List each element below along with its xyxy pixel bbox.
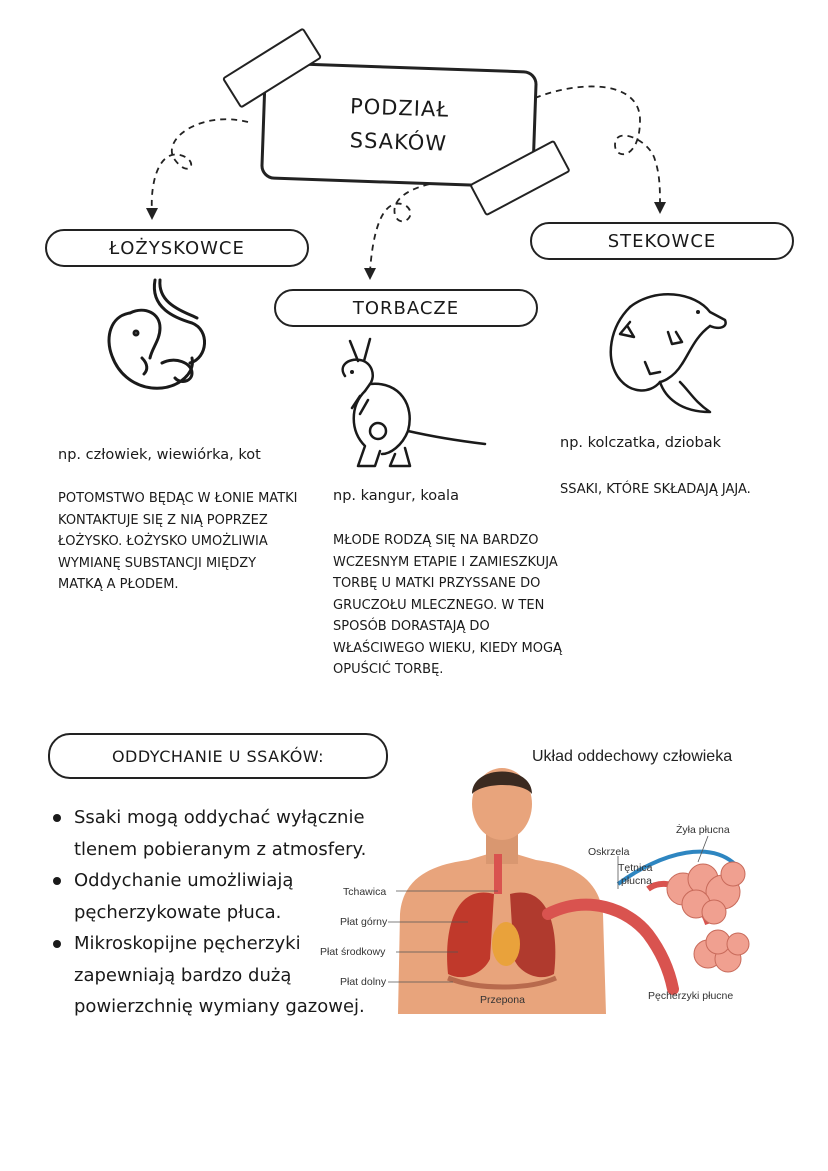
breathing-heading: ODDYCHANIE U SSAKÓW: xyxy=(48,733,388,779)
kangaroo-icon xyxy=(330,336,490,471)
list-item: Oddychanie umożliwiają pęcherzykowate płuca. xyxy=(50,865,380,928)
marsupial-description: MŁODE RODZĄ SIĘ NA BARDZO WCZESNYM ETAPIE I ZAMIESZKUJA TORBĘ U MATKI PRZYSSANE DO GRUCZOŁU MLECZNEGO. W TEN SPOSÓB DORASTAJĄ DO WŁAŚCIWEGO WIEKU, KIEDY MOGĄ OPUŚCIĆ TORBĘ. xyxy=(333,533,562,677)
page-title-line1: PODZIAŁ xyxy=(349,94,450,122)
label-trachea: Tchawica xyxy=(343,886,387,898)
marsupial-examples: np. kangur, koala xyxy=(333,488,459,504)
list-item: Ssaki mogą oddychać wyłącznie tlenem pobieranym z atmosfery. xyxy=(50,802,380,865)
group-monotreme-heading: STEKOWCE xyxy=(530,222,794,260)
arrowhead-middle xyxy=(364,268,376,280)
arrow-left xyxy=(152,119,248,212)
label-lower-lobe: Płat dolny xyxy=(340,976,387,988)
arrowhead-right xyxy=(654,202,666,214)
platypus-icon xyxy=(600,282,730,422)
monotreme-description: SSAKI, KTÓRE SKŁADAJĄ JAJA. xyxy=(560,482,751,497)
label-artery-line1: Tętnica xyxy=(618,862,653,874)
label-middle-lobe: Płat środkowy xyxy=(320,946,386,958)
embryo-icon xyxy=(100,278,220,408)
group-marsupial-heading: TORBACZE xyxy=(274,289,538,327)
arrowhead-left xyxy=(146,208,158,220)
group-placental-heading: ŁOŻYSKOWCE xyxy=(45,229,309,267)
label-artery-line2: płucna xyxy=(621,875,652,887)
label-alveoli: Pęcherzyki płucne xyxy=(648,990,734,1002)
respiratory-figure-title: Układ oddechowy człowieka xyxy=(532,748,733,765)
monotreme-examples: np. kolczatka, dziobak xyxy=(560,435,721,451)
placental-description: POTOMSTWO BĘDĄC W ŁONIE MATKI KONTAKTUJE SIĘ Z NIĄ POPRZEZ ŁOŻYSKO. ŁOŻYSKO UMOŻLIWIA WYMIANĘ SUBSTANCJI MIĘDZY MATKĄ A PŁODEM. xyxy=(58,491,298,592)
respiratory-illustration xyxy=(318,764,788,1014)
label-vein: Żyła płucna xyxy=(676,824,730,836)
label-upper-lobe: Płat górny xyxy=(340,916,388,928)
placental-examples: np. człowiek, wiewiórka, kot xyxy=(58,447,261,463)
label-bronchi: Oskrzela xyxy=(588,846,630,858)
label-diaphragm: Przepona xyxy=(480,994,525,1006)
page-title-line2: SSAKÓW xyxy=(349,128,448,156)
arrow-middle xyxy=(370,182,440,272)
alveoli-clusters xyxy=(667,862,749,972)
list-item: Mikroskopijne pęcherzyki zapewniają bardzo dużą powierzchnię wymiany gazowej. xyxy=(50,928,380,1023)
